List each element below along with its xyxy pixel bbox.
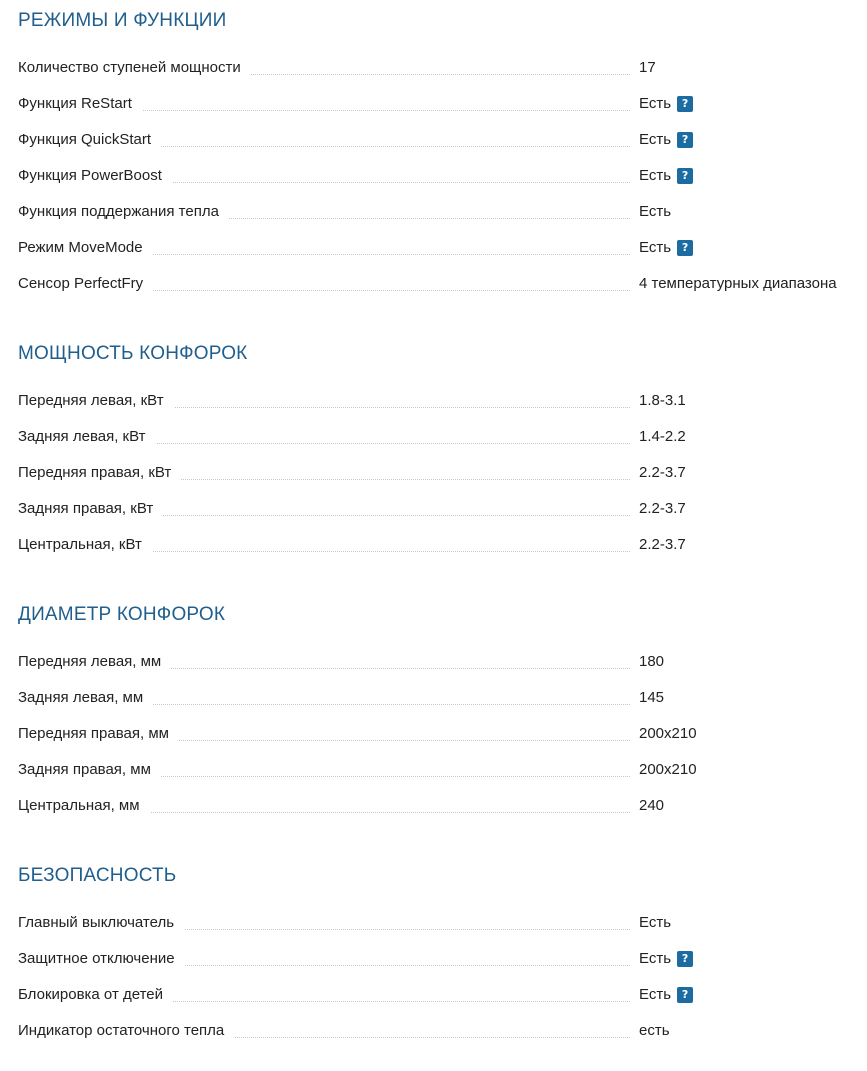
spec-row (18, 1021, 867, 1057)
spec-label: Задняя левая, мм (18, 688, 153, 708)
spec-value: Есть ? (639, 985, 693, 1005)
spec-row (18, 796, 867, 832)
spec-row (18, 949, 867, 985)
spec-label: Индикатор остаточного тепла (18, 1021, 234, 1041)
spec-label: Сенсор PerfectFry (18, 274, 153, 294)
spec-label: Передняя правая, мм (18, 724, 179, 744)
spec-label: Главный выключатель (18, 913, 184, 933)
spec-row (18, 58, 867, 94)
spec-value: 2.2-3.7 (639, 500, 686, 517)
spec-value: 200x210 (639, 725, 697, 742)
section-title: БЕЗОПАСНОСТЬ (18, 865, 177, 886)
spec-label: Задняя левая, кВт (18, 427, 156, 447)
spec-row (18, 688, 867, 724)
spec-label: Задняя правая, мм (18, 760, 161, 780)
spec-label: Количество ступеней мощности (18, 58, 251, 78)
spec-row (18, 652, 867, 688)
help-question-icon[interactable]: ? (677, 987, 693, 1003)
spec-value: Есть (639, 914, 672, 931)
spec-value: 1.8-3.1 (639, 392, 686, 409)
help-question-icon[interactable]: ? (677, 240, 693, 256)
section-burner-diameter (18, 604, 867, 832)
spec-row (18, 94, 867, 130)
spec-value: 200x210 (639, 761, 697, 778)
spec-label: Центральная, кВт (18, 535, 152, 555)
spec-row (18, 130, 867, 166)
section-burner-power (18, 343, 867, 571)
spec-row (18, 463, 867, 499)
spec-label: Блокировка от детей (18, 985, 173, 1005)
spec-label: Функция поддержания тепла (18, 202, 229, 222)
spec-label: Задняя правая, кВт (18, 499, 163, 519)
spec-row (18, 499, 867, 535)
help-question-icon[interactable]: ? (677, 168, 693, 184)
spec-row (18, 274, 867, 310)
spec-value: 4 температурных диапазона (639, 275, 837, 292)
spec-label: Защитное отключение (18, 949, 185, 969)
spec-value: есть (639, 1022, 670, 1039)
spec-label: Функция ReStart (18, 94, 142, 114)
spec-row (18, 238, 867, 274)
section-title: РЕЖИМЫ И ФУНКЦИИ (18, 10, 227, 31)
spec-value: 1.4-2.2 (639, 428, 686, 445)
spec-row (18, 391, 867, 427)
spec-row (18, 166, 867, 202)
spec-label: Функция PowerBoost (18, 166, 172, 186)
spec-label: Центральная, мм (18, 796, 150, 816)
spec-value: 2.2-3.7 (639, 464, 686, 481)
spec-value: 180 (639, 653, 665, 670)
spec-label: Передняя левая, мм (18, 652, 171, 672)
section-safety (18, 865, 867, 1057)
section-title: ДИАМЕТР КОНФОРОК (18, 604, 226, 625)
help-question-icon[interactable]: ? (677, 132, 693, 148)
spec-value: Есть ? (639, 949, 693, 969)
spec-value: Есть ? (639, 166, 693, 186)
help-question-icon[interactable]: ? (677, 951, 693, 967)
spec-value: 240 (639, 797, 665, 814)
spec-row (18, 427, 867, 463)
section-title: МОЩНОСТЬ КОНФОРОК (18, 343, 248, 364)
spec-label: Режим MoveMode (18, 238, 153, 258)
spec-value: Есть (639, 203, 672, 220)
spec-value: 17 (639, 59, 656, 76)
spec-value: Есть ? (639, 238, 693, 258)
section-modes-functions (18, 10, 867, 310)
spec-row (18, 985, 867, 1021)
spec-value: Есть ? (639, 94, 693, 114)
spec-row (18, 535, 867, 571)
spec-row (18, 913, 867, 949)
spec-row (18, 202, 867, 238)
spec-value: Есть ? (639, 130, 693, 150)
spec-row (18, 760, 867, 796)
spec-label: Передняя правая, кВт (18, 463, 181, 483)
spec-row (18, 724, 867, 760)
spec-label: Передняя левая, кВт (18, 391, 174, 411)
spec-value: 145 (639, 689, 665, 706)
spec-value: 2.2-3.7 (639, 536, 686, 553)
help-question-icon[interactable]: ? (677, 96, 693, 112)
spec-label: Функция QuickStart (18, 130, 161, 150)
